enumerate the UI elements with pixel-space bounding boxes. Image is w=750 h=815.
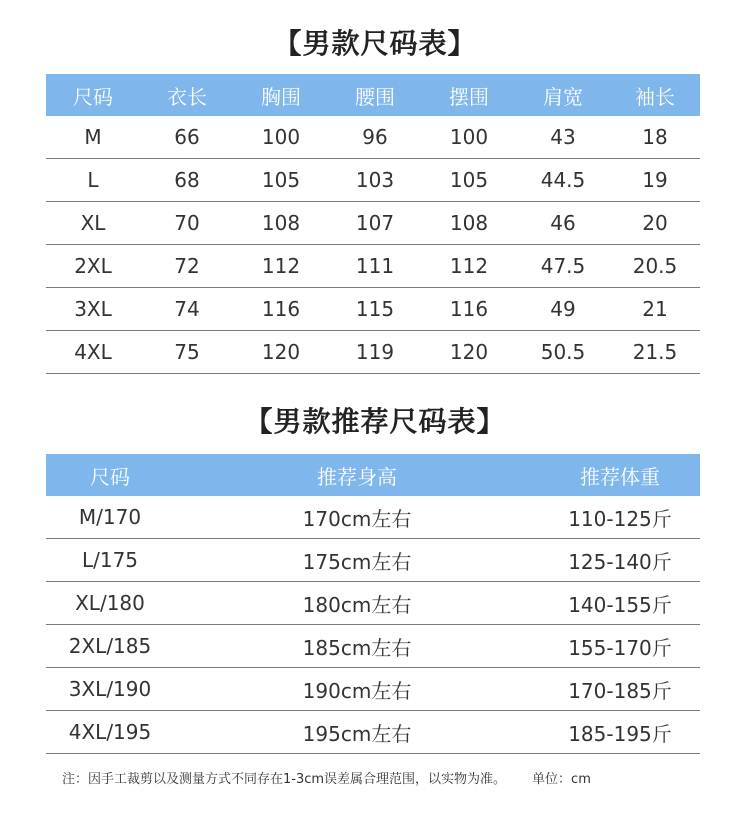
table-cell: 107 xyxy=(328,202,422,245)
table-cell: 116 xyxy=(234,288,328,331)
table-row xyxy=(46,625,700,668)
table-cell: 4XL xyxy=(46,331,140,374)
table-cell: 185-195斤 xyxy=(540,711,700,754)
table-cell: 103 xyxy=(328,159,422,202)
table-cell: 46 xyxy=(516,202,610,245)
table-cell: 68 xyxy=(140,159,234,202)
table-cell: 170cm左右 xyxy=(174,496,540,539)
header-length: 衣长 xyxy=(140,74,234,116)
table-row xyxy=(46,159,700,202)
table-row xyxy=(46,245,700,288)
table-cell: 50.5 xyxy=(516,331,610,374)
table-cell: 105 xyxy=(234,159,328,202)
table-cell: 21 xyxy=(610,288,700,331)
table-row xyxy=(46,116,700,159)
table-row xyxy=(46,202,700,245)
table-cell: 20.5 xyxy=(610,245,700,288)
table-row xyxy=(46,288,700,331)
table-cell: 190cm左右 xyxy=(174,668,540,711)
recommend-chart-table xyxy=(46,454,700,754)
table-cell: 119 xyxy=(328,331,422,374)
size-chart-title: 【男款尺码表】 xyxy=(273,27,477,60)
size-chart-header-row xyxy=(46,74,700,116)
table-cell: L/175 xyxy=(46,539,174,582)
header-weight: 推荐体重 xyxy=(540,454,700,496)
table-cell: 111 xyxy=(328,245,422,288)
header-hem: 摆围 xyxy=(422,74,516,116)
table-cell: 49 xyxy=(516,288,610,331)
header-sleeve: 袖长 xyxy=(610,74,700,116)
table-cell: 4XL/195 xyxy=(46,711,174,754)
table-cell: 195cm左右 xyxy=(174,711,540,754)
table-cell: 47.5 xyxy=(516,245,610,288)
unit-label: 单位：cm xyxy=(532,772,591,787)
table-cell: 110-125斤 xyxy=(540,496,700,539)
header-shoulder: 肩宽 xyxy=(516,74,610,116)
table-cell: 44.5 xyxy=(516,159,610,202)
table-cell: 74 xyxy=(140,288,234,331)
table-row xyxy=(46,711,700,754)
table-cell: 20 xyxy=(610,202,700,245)
table-cell: 115 xyxy=(328,288,422,331)
table-cell: 70 xyxy=(140,202,234,245)
table-cell: XL/180 xyxy=(46,582,174,625)
table-row xyxy=(46,668,700,711)
header-chest: 胸围 xyxy=(234,74,328,116)
table-cell: 170-185斤 xyxy=(540,668,700,711)
table-cell: 19 xyxy=(610,159,700,202)
table-cell: 43 xyxy=(516,116,610,159)
table-cell: L xyxy=(46,159,140,202)
table-cell: 175cm左右 xyxy=(174,539,540,582)
recommend-chart-header-row xyxy=(46,454,700,496)
table-cell: 108 xyxy=(422,202,516,245)
table-cell: 125-140斤 xyxy=(540,539,700,582)
table-cell: 18 xyxy=(610,116,700,159)
table-row xyxy=(46,496,700,539)
table-cell: 100 xyxy=(234,116,328,159)
table-cell: XL xyxy=(46,202,140,245)
table-cell: 180cm左右 xyxy=(174,582,540,625)
table-cell: 3XL/190 xyxy=(46,668,174,711)
table-row xyxy=(46,582,700,625)
footnote-text: 注：因手工裁剪以及测量方式不同存在1-3cm误差属合理范围，以实物为准。 xyxy=(62,772,507,787)
table-cell: M/170 xyxy=(46,496,174,539)
table-cell: 108 xyxy=(234,202,328,245)
table-row xyxy=(46,539,700,582)
table-cell: 2XL/185 xyxy=(46,625,174,668)
table-row xyxy=(46,331,700,374)
size-chart-table xyxy=(46,74,700,374)
table-cell: M xyxy=(46,116,140,159)
header-size: 尺码 xyxy=(46,74,140,116)
table-cell: 2XL xyxy=(46,245,140,288)
table-cell: 185cm左右 xyxy=(174,625,540,668)
table-cell: 72 xyxy=(140,245,234,288)
table-cell: 120 xyxy=(234,331,328,374)
table-cell: 66 xyxy=(140,116,234,159)
table-cell: 116 xyxy=(422,288,516,331)
table-cell: 105 xyxy=(422,159,516,202)
recommend-chart-title: 【男款推荐尺码表】 xyxy=(244,405,506,438)
table-cell: 155-170斤 xyxy=(540,625,700,668)
table-cell: 100 xyxy=(422,116,516,159)
table-cell: 140-155斤 xyxy=(540,582,700,625)
header-waist: 腰围 xyxy=(328,74,422,116)
footnote xyxy=(62,768,742,787)
table-cell: 75 xyxy=(140,331,234,374)
table-cell: 120 xyxy=(422,331,516,374)
table-cell: 112 xyxy=(422,245,516,288)
header-height: 推荐身高 xyxy=(174,454,540,496)
table-cell: 3XL xyxy=(46,288,140,331)
table-cell: 112 xyxy=(234,245,328,288)
header-size: 尺码 xyxy=(46,454,174,496)
table-cell: 21.5 xyxy=(610,331,700,374)
table-cell: 96 xyxy=(328,116,422,159)
